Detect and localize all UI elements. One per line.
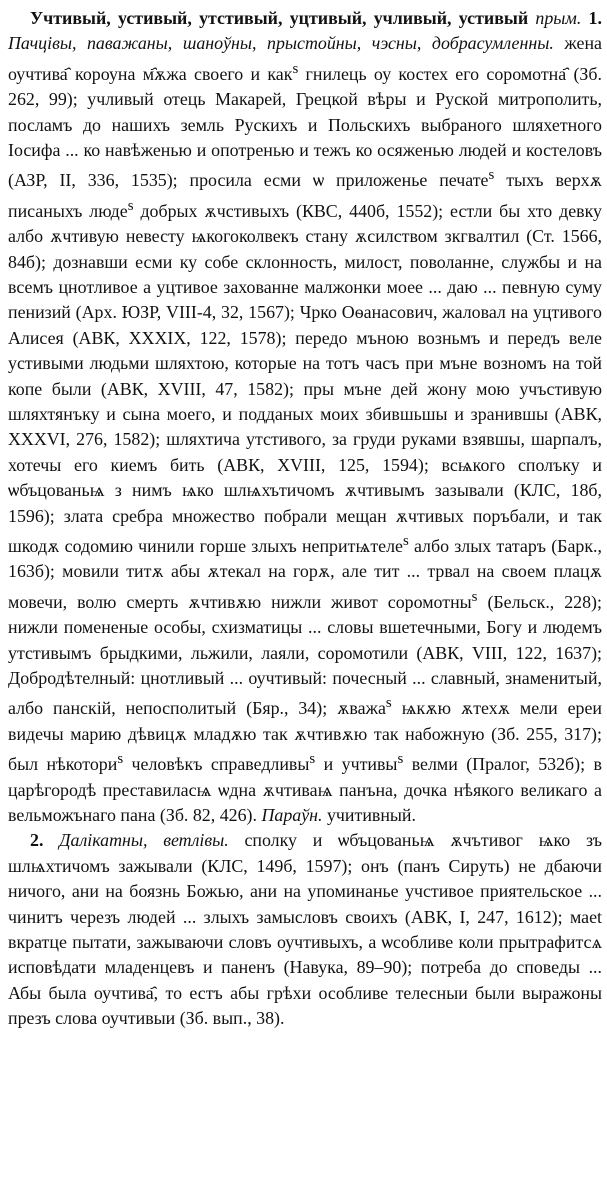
sense-2-number: 2.	[30, 830, 44, 851]
entry-sense-1-paragraph	[8, 6, 602, 828]
superscript-g: ѕ	[117, 751, 124, 768]
sense-1-text-b: гнилець оу костех его соромотна҄ (Зб. 262, 99); учливый отець Макарей, Грецкой вѣры и Руской митрополить, посламъ до нашихъ земль Рускихъ и Польскихъ выбраного шляхетного Іосифа ... ко навѣженью и опотренью и тежъ ко осяженью людей и костеловъ (АЗР, II, 336, 1535); просила есми ѡ приложенье печате	[8, 63, 602, 191]
sense-2-gloss: Далікатны, ветлівы.	[59, 830, 229, 851]
superscript-h: ѕ	[309, 751, 316, 768]
sense-2-text: сполку и ѡбъцованьѩ ѫчътивог ѩко зъ шлѩхтичомъ зажывали (КЛС, 149б, 1597); онъ (панъ Сируть) не дбаючи ничого, ани на боязнь Божью, ани на упоминанье учстивое приятельское ... чинитъ черезъ людей ... злыхъ замысловъ своихъ (АВК, I, 247, 1612); маеt вкратце пытати, зажываючи словъ оучтивыхъ, а ѡсобливе коли прытрафитсѧ исповѣдати младенцевъ и паненъ (Навука, 89–90); потреба до споведы ... Абы была оучтива҄, то естъ абы грѣхи особливе телесныи были выражоны презъ слова оучтивыи (Зб. вып., 38).	[8, 830, 602, 1029]
sense-1-text-c: тыхъ верхѫ писаныхъ люде	[8, 170, 602, 221]
superscript-c: ѕ	[127, 197, 134, 214]
entry-sense-2-paragraph	[8, 828, 602, 1031]
superscript-b: ѕ	[488, 167, 495, 184]
superscript-d: ѕ	[402, 533, 409, 550]
sense-1-text-i: и учтивы	[323, 754, 398, 775]
sense-1-text-g: ѩкѫю ѫтехѫ мели ереи видечы марию дѣвицѫ младѫю так ѫчтивѫю так набожную (Зб. 255, 317); был нѣкотори	[8, 698, 602, 775]
sense-1-number: 1.	[588, 8, 602, 28]
part-of-speech: прым.	[535, 8, 582, 28]
sense-1-gloss: Пачцівы, паважаны, шаноўны, прыстойны, чэсны, добрасумленны.	[8, 33, 554, 54]
superscript-i: ѕ	[397, 751, 404, 768]
sense-1-text-e: албо злых татаръ (Барк., 163б); мовили титѫ абы ѫтекал на горѫ, але тит ... трвал на своем плацѫ мовечи, волю смерть ѫчтивѫю нижли живот соромотны	[8, 536, 602, 612]
sense-1-text-j: велми (Пралог, 532б); в царѣгородѣ преставиласѩ ѡдна ѫчтиваѩ панъна, дочка нѣякого великаго а вельможънаго пана (Зб. 82, 426).	[8, 754, 602, 825]
sense-1-text-d: добрых ѫчстивыхъ (КВС, 440б, 1552); естли бы хто девку албо ѫчтивую невесту ѩкогоколвекъ стану ѫсилством зкгвалтил (Ст. 1566, 84б); дознавши есми ку собе склонность, милост, поволанне, службы и на всемъ цнотливое а уцтивое захованне малжонки моее ... даю ... певную суму пенизий (Арх. ЮЗР, VIII-4, 32, 1567); Чрко Оѳанасович, жаловал на уцтивого Алисея (АВК, XXXIX, 122, 1578); передо мъною возньмъ и передъ веле устивыми людьми шляхтою, которые на тотъ часъ при мънe возномъ на той копе были (АВК, XVIII, 47, 1582); пры мъне дей жону мою учъстивую шляхтянъку и сына моего, и подданых моих збившьшы и зранившы (АВК, XXXVI, 276, 1582); шляхтича утстивого, за груди руками взявшы, шарпалъ, хотечы его киемъ бить (АВК, XVIII, 125, 1594); всѩкого сполъку и ѡбъцованьѩ з нимъ ѩко шлѩхътичомъ ѫчтивымъ зазывали (КЛС, 18б, 1596); злата сребра множество побрали мещан ѫчтивых поръбали, и так шкодѫ содомию чинили горше злыхъ непритѩтеле	[8, 200, 603, 556]
sense-1-text-a: жена оучтива҄ короуна м҄ѫжа своего и как	[8, 33, 602, 84]
sense-1-text-f: (Бельск., 228); нижли помененые особы, схизматицы ... словы вшетечными, Богу и людемъ утстивымъ брыдкими, льжили, лаяли, соромотили (АВК, VIII, 122, 1637); Добродѣтелный: цнотливый ... оучтивый: почесный ... славный, знаменитый, албо панскій, непосполитый (Бяр., 34); ѫважа	[8, 591, 602, 719]
cross-reference: учитивный.	[326, 804, 416, 825]
headword: Учтивый, устивый, утстивый, уцтивый, учливый, устивый	[30, 8, 529, 28]
superscript-e: ѕ	[471, 588, 478, 605]
superscript-a: ѕ	[292, 60, 299, 77]
superscript-f: ѕ	[385, 695, 392, 712]
cross-reference-label: Параўн.	[261, 804, 323, 825]
sense-1-text-h: человѣкъ справедливы	[131, 754, 310, 775]
